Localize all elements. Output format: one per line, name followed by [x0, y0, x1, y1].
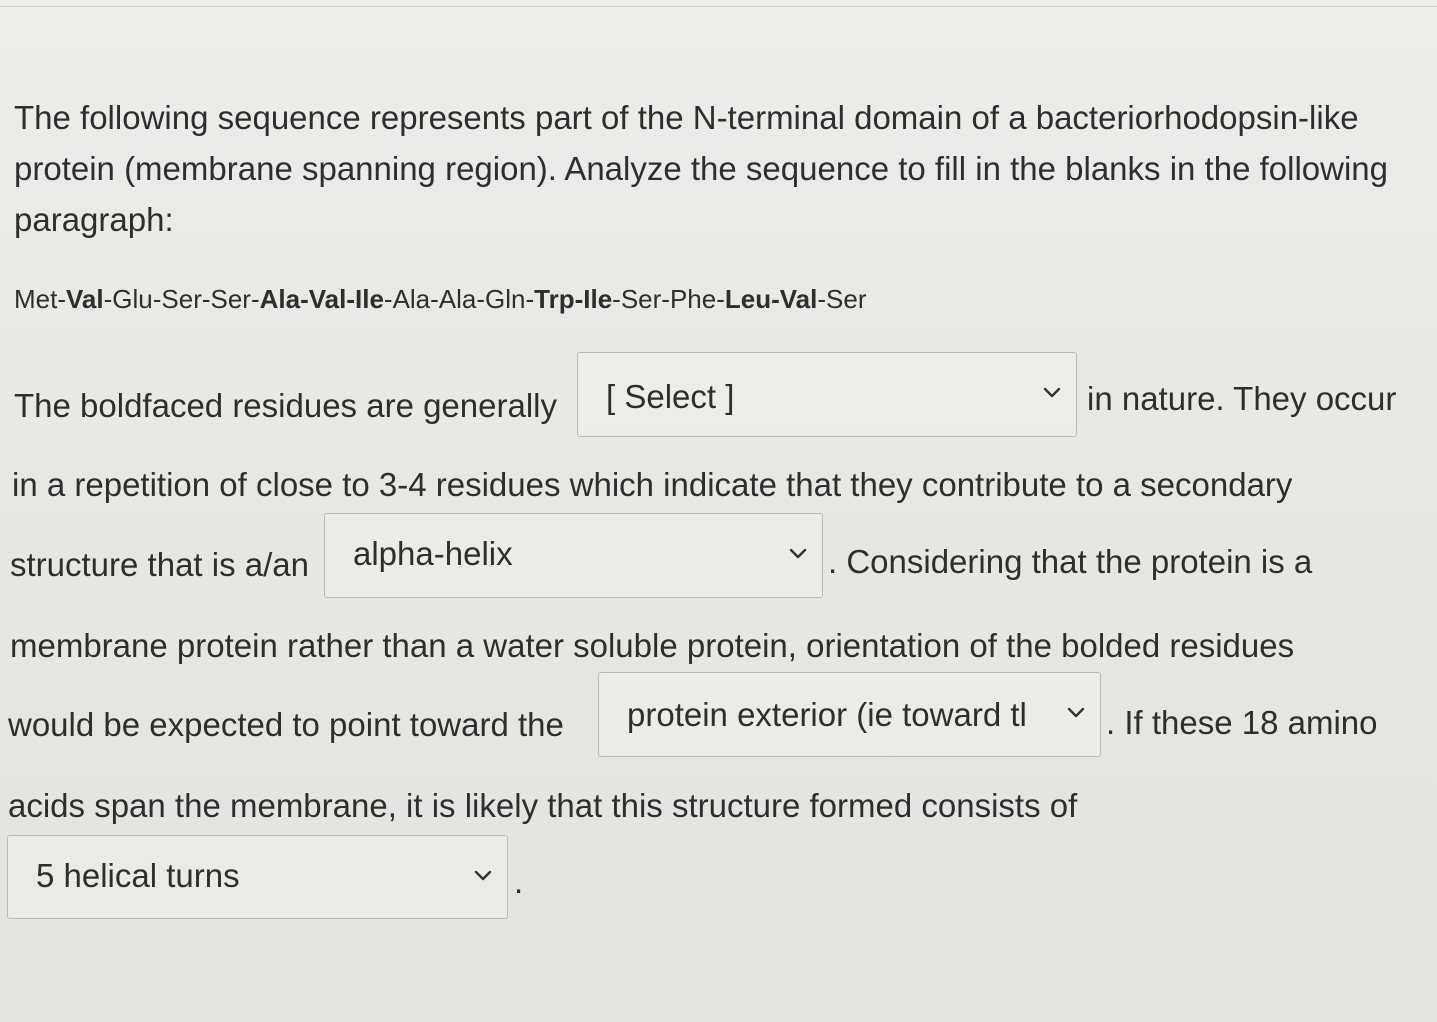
- chevron-down-icon: [788, 544, 808, 564]
- sequence-residue-bold: Val: [66, 284, 104, 314]
- structure-dropdown[interactable]: [324, 513, 823, 598]
- paragraph-line-1-before: The boldfaced residues are generally: [14, 387, 558, 424]
- sequence-residue: -Ser: [817, 284, 867, 314]
- paragraph-line-7-after: .: [514, 863, 524, 900]
- chevron-down-icon: [473, 866, 493, 886]
- sequence-residue: -Ser-Phe-: [612, 284, 725, 314]
- amino-acid-sequence: [14, 281, 866, 317]
- paragraph-line-4: membrane protein rather than a water soluble protein, orientation of the bolded residues: [10, 627, 1295, 664]
- paragraph-line-2: in a repetition of close to 3-4 residues which indicate that they contribute to a secondary: [12, 466, 1293, 503]
- paragraph-line-5-after: . If these 18 amino: [1106, 704, 1378, 741]
- paragraph-line-3-before: structure that is a/an: [10, 546, 309, 583]
- nature-dropdown-value: [ Select ]: [606, 378, 735, 415]
- chevron-down-icon: [1042, 383, 1062, 403]
- turns-dropdown-value: 5 helical turns: [36, 857, 240, 894]
- paragraph-line-1-after: in nature. They occur: [1087, 380, 1397, 417]
- turns-dropdown[interactable]: [7, 835, 508, 919]
- orientation-dropdown[interactable]: [598, 672, 1101, 757]
- sequence-separator: -: [57, 284, 67, 314]
- sequence-residue-bold: Leu-Val: [724, 284, 818, 314]
- sequence-residue-bold: Ala-Val-Ile: [259, 284, 384, 314]
- nature-dropdown[interactable]: [577, 352, 1077, 437]
- orientation-dropdown-value: protein exterior (ie toward tl: [627, 696, 1027, 733]
- paragraph-line-5-before: would be expected to point toward the: [8, 706, 564, 743]
- top-divider: [0, 0, 1437, 7]
- paragraph-line-3-after: . Considering that the protein is a: [828, 543, 1313, 580]
- sequence-residue: -Glu-Ser-Ser-: [103, 284, 260, 314]
- paragraph-line-6: acids span the membrane, it is likely that this structure formed consists of: [8, 787, 1078, 824]
- question-intro: The following sequence represents part of the N-terminal domain of a bacteriorhodopsin-like protein (membrane spanning region). Analyze the sequence to fill in the blanks in the following paragraph:: [14, 99, 1388, 238]
- sequence-residue: Met: [14, 284, 58, 314]
- sequence-residue: -Ala-Ala-Gln-: [383, 284, 535, 314]
- chevron-down-icon: [1066, 703, 1086, 723]
- sequence-residue-bold: Trp-Ile: [534, 284, 613, 314]
- structure-dropdown-value: alpha-helix: [353, 535, 513, 572]
